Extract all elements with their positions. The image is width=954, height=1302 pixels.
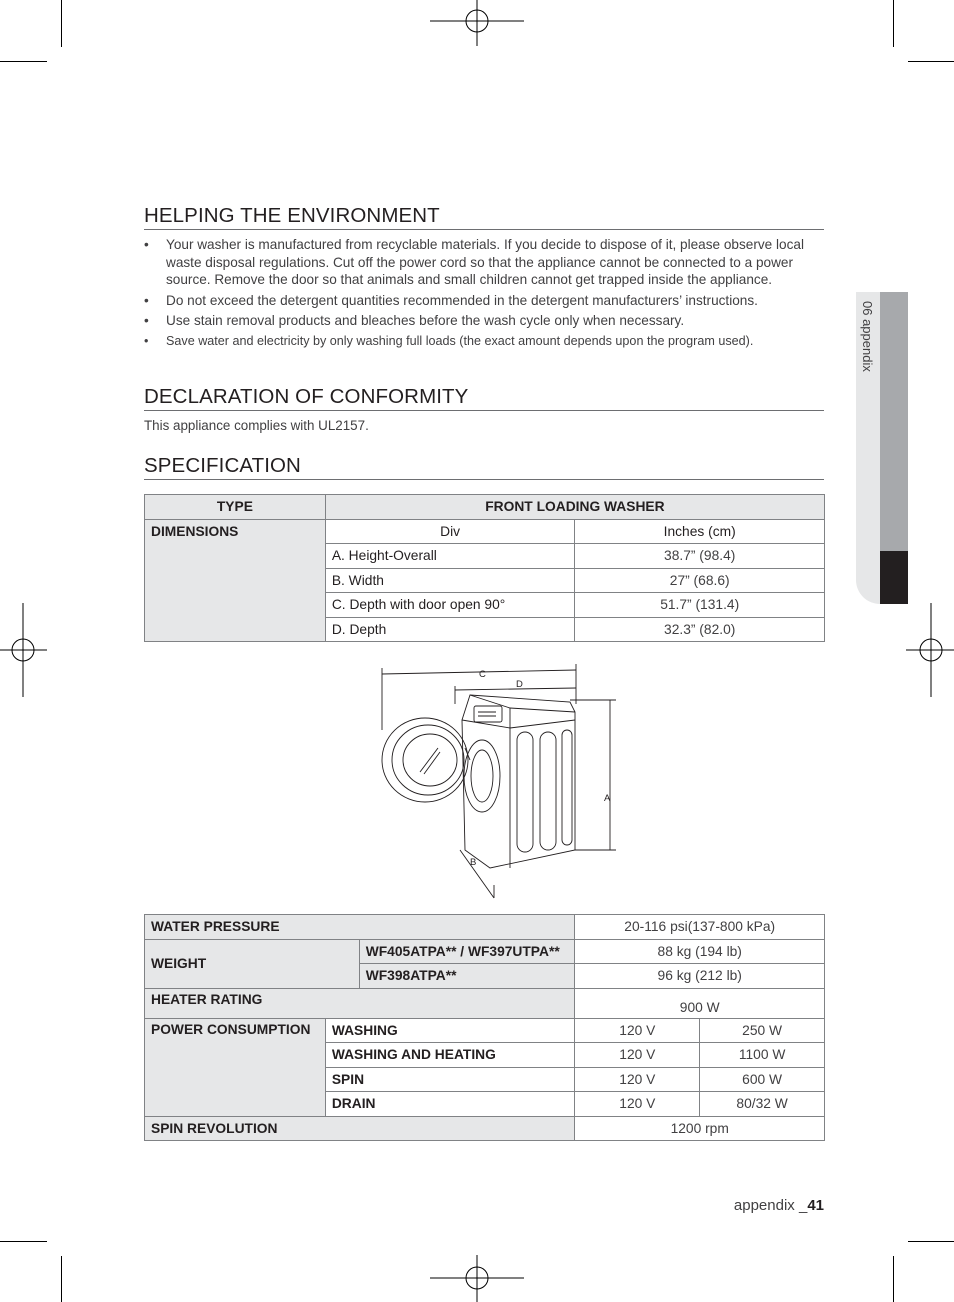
table-cell: 51.7” (131.4) <box>575 593 825 618</box>
table-row <box>145 519 825 544</box>
table-cell: 120 V <box>575 1018 700 1043</box>
crop-mark <box>893 0 894 47</box>
table-row <box>145 988 825 1018</box>
table-row-label: WATER PRESSURE <box>145 915 575 940</box>
table-cell: 120 V <box>575 1067 700 1092</box>
crop-mark <box>893 1256 894 1302</box>
table-cell: B. Width <box>325 568 575 593</box>
table-cell: 120 V <box>575 1092 700 1117</box>
table-cell: 96 kg (212 lb) <box>575 964 825 989</box>
table-row-label: DIMENSIONS <box>145 519 326 642</box>
list-item: • Save water and electricity by only washing full loads (the exact amount depends upon the program used). <box>144 333 812 351</box>
dimension-label-d: D <box>516 679 523 690</box>
table-cell: 38.7” (98.4) <box>575 544 825 569</box>
dimensions-table <box>144 494 825 642</box>
table-cell: 1100 W <box>700 1043 825 1068</box>
washer-dimension-diagram <box>370 660 630 905</box>
table-header-cell: FRONT LOADING WASHER <box>325 495 824 520</box>
table-cell: DRAIN <box>325 1092 575 1117</box>
table-cell: SPIN <box>325 1067 575 1092</box>
table-cell: 900 W <box>575 988 825 1018</box>
crop-mark <box>0 61 47 62</box>
dimension-label-c: C <box>479 669 486 680</box>
table-row-label: HEATER RATING <box>145 988 575 1018</box>
table-header-cell: TYPE <box>145 495 326 520</box>
table-cell: C. Depth with door open 90° <box>325 593 575 618</box>
registration-mark-left <box>0 603 48 697</box>
side-tab-label: 06 appendix <box>860 301 875 372</box>
list-item: • Use stain removal products and bleaches before the wash cycle only when necessary. <box>144 312 812 330</box>
registration-mark-bottom <box>430 1255 524 1302</box>
heading-specification: SPECIFICATION <box>144 454 824 480</box>
heading-declaration-conformity: DECLARATION OF CONFORMITY <box>144 385 824 411</box>
crop-mark <box>908 61 954 62</box>
list-item: • Do not exceed the detergent quantities recommended in the detergent manufacturers’ instructions. <box>144 292 812 310</box>
dimension-label-b: B <box>470 857 477 868</box>
table-cell: 80/32 W <box>700 1092 825 1117</box>
table-row-label: POWER CONSUMPTION <box>145 1018 326 1116</box>
table-row <box>145 1018 825 1043</box>
crop-mark <box>61 1256 62 1302</box>
table-cell: A. Height-Overall <box>325 544 575 569</box>
heading-helping-environment: HELPING THE ENVIRONMENT <box>144 204 824 230</box>
page-footer <box>734 1197 824 1214</box>
table-row <box>145 495 825 520</box>
registration-mark-right <box>906 603 954 697</box>
list-item: • Your washer is manufactured from recyclable materials. If you decide to dispose of it, please observe local waste disposal regulations. Cut off the power cord so that the appliance cannot be connected to a power source. Remove the door so that animals and small children cannot get trapped inside the appliance. <box>144 236 812 289</box>
table-cell: 250 W <box>700 1018 825 1043</box>
table-row <box>145 1116 825 1141</box>
table-cell: 20-116 psi(137-800 kPa) <box>575 915 825 940</box>
crop-mark <box>61 0 62 47</box>
crop-mark <box>0 1241 47 1242</box>
table-cell: 120 V <box>575 1043 700 1068</box>
crop-mark <box>908 1241 954 1242</box>
environment-bullet-list <box>144 236 812 354</box>
technical-spec-table <box>144 914 825 1141</box>
table-cell: 88 kg (194 lb) <box>575 939 825 964</box>
page-number: 41 <box>807 1197 824 1214</box>
table-cell: WF405ATPA** / WF397UTPA** <box>359 939 575 964</box>
table-cell: WF398ATPA** <box>359 964 575 989</box>
table-cell: WASHING <box>325 1018 575 1043</box>
table-cell: WASHING AND HEATING <box>325 1043 575 1068</box>
table-column-header: Div <box>325 519 575 544</box>
dimension-label-a: A <box>604 793 611 804</box>
table-row <box>145 915 825 940</box>
registration-mark-top <box>430 0 524 48</box>
table-column-header: Inches (cm) <box>575 519 825 544</box>
table-cell: 32.3” (82.0) <box>575 617 825 642</box>
footer-section-label: appendix _ <box>733 1197 808 1214</box>
table-row-label: SPIN REVOLUTION <box>145 1116 575 1141</box>
conformity-text: This appliance complies with UL2157. <box>144 418 369 433</box>
table-cell: 1200 rpm <box>575 1116 825 1141</box>
table-row <box>145 939 825 964</box>
table-cell: 600 W <box>700 1067 825 1092</box>
table-cell: 27” (68.6) <box>575 568 825 593</box>
table-cell: D. Depth <box>325 617 575 642</box>
table-row-label: WEIGHT <box>145 939 360 988</box>
